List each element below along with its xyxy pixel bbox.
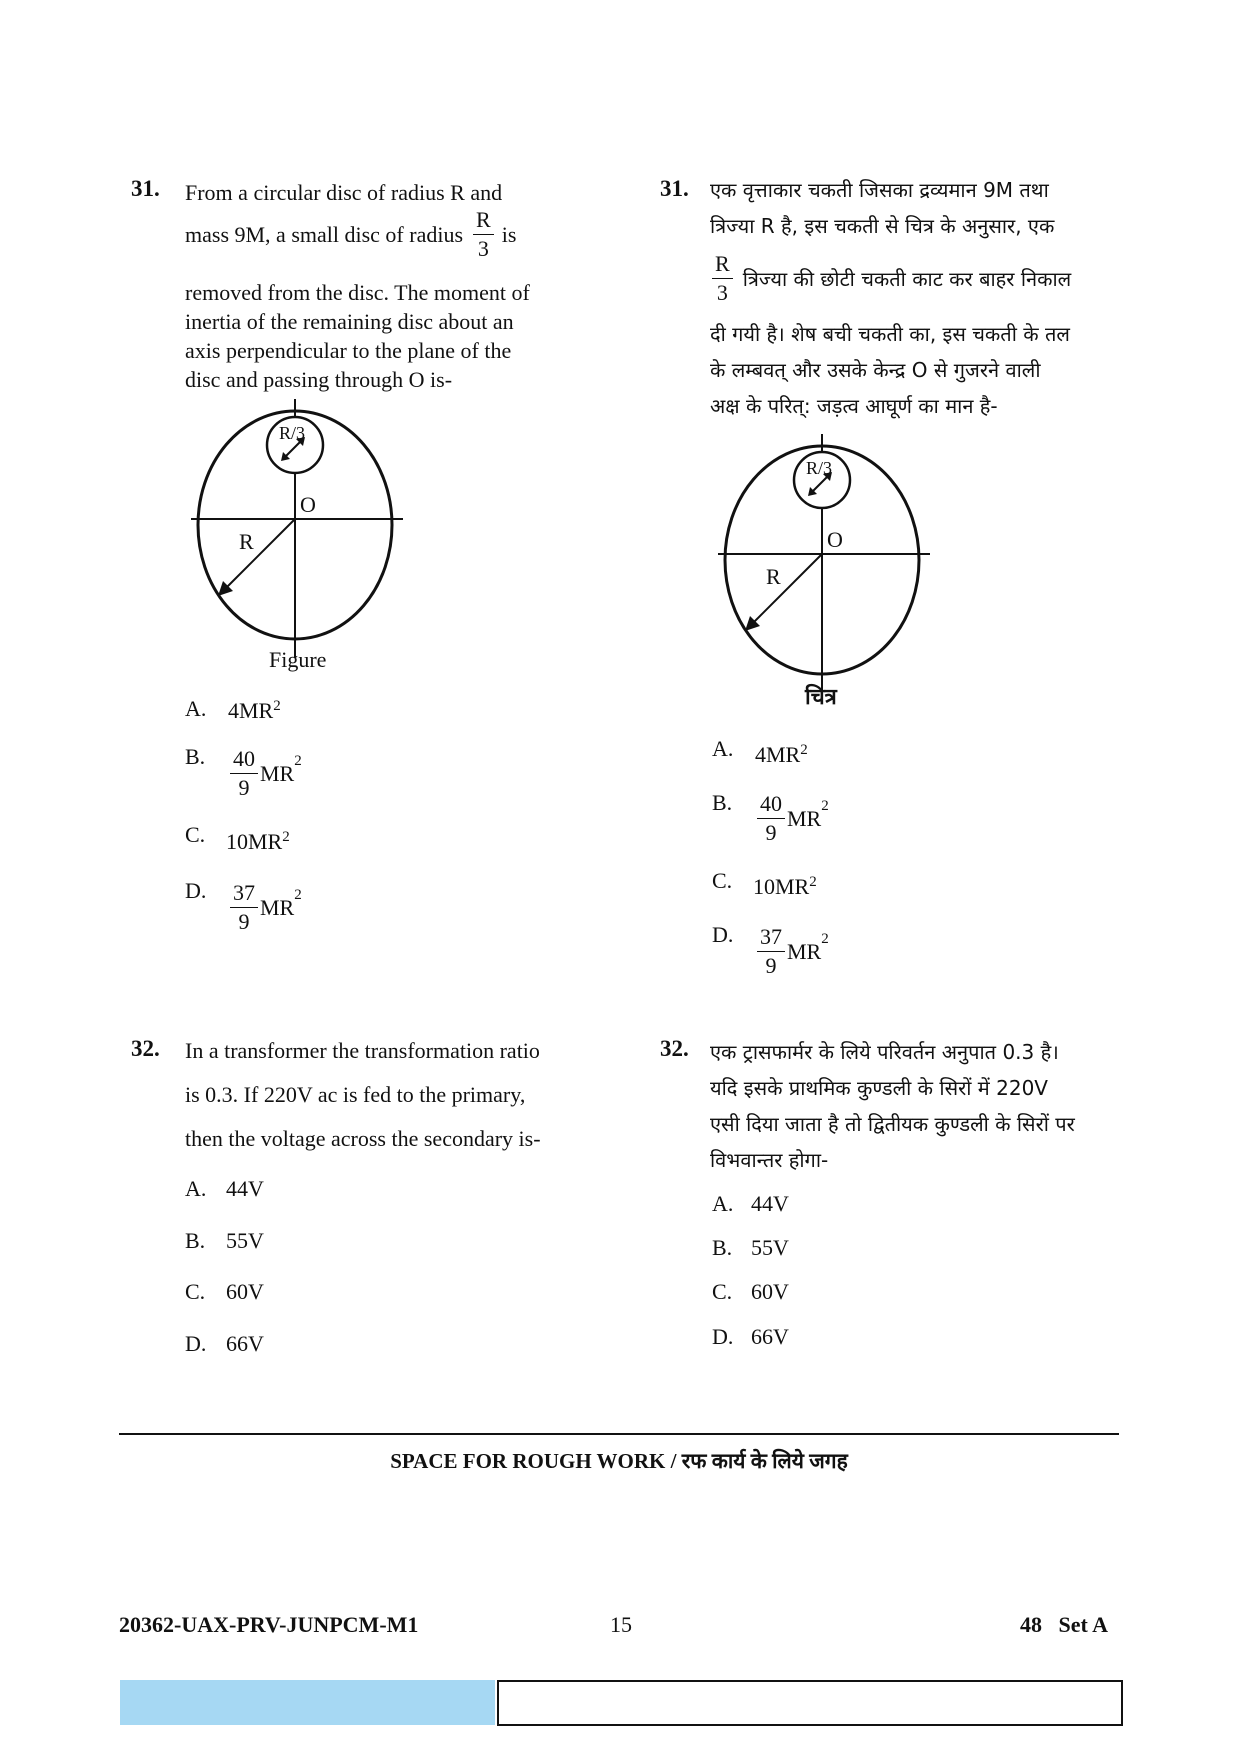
question-text-line: यदि इसके प्राथमिक कुण्डली के सिरों में 220V xyxy=(710,1076,1048,1100)
question-number: 31. xyxy=(660,176,689,201)
option-b-value: 55V xyxy=(751,1235,789,1260)
paper-code: 20362-UAX-PRV-JUNPCM-M1 xyxy=(119,1612,419,1637)
fraction-numerator: 40 xyxy=(757,793,785,819)
option-letter: C. xyxy=(185,1279,206,1304)
option-letter: A. xyxy=(712,736,734,761)
center-label: O xyxy=(827,527,843,552)
question-text-line: एक ट्रासफार्मर के लिये परिवर्तन अनुपात 0.3 है। xyxy=(710,1040,1059,1064)
fraction-numerator: R xyxy=(473,209,494,235)
mr-symbol: MR xyxy=(766,742,801,767)
question-text: त्रिज्या की छोटी चकती काट कर बाहर निकाल xyxy=(742,266,1072,291)
question-text-line xyxy=(710,253,1071,304)
fraction-numerator: 37 xyxy=(757,926,785,952)
option-letter: B. xyxy=(712,1235,733,1260)
option-letter: C. xyxy=(185,822,206,847)
fraction xyxy=(473,209,494,260)
exponent: 2 xyxy=(821,798,829,814)
option-b-value: 55V xyxy=(226,1228,264,1253)
question-text-line: From a circular disc of radius R and xyxy=(185,180,503,205)
footer-empty-box xyxy=(497,1680,1123,1726)
option-letter: B. xyxy=(712,790,733,815)
option-letter: A. xyxy=(185,696,207,721)
disc-figure xyxy=(185,395,415,675)
option-c-value xyxy=(226,829,290,855)
option-b-value xyxy=(755,793,829,844)
question-text-line: is 0.3. If 220V ac is fed to the primary, xyxy=(185,1082,526,1107)
mr-symbol: MR xyxy=(787,938,822,964)
small-disc-label: R/3 xyxy=(279,423,306,443)
mr-symbol: MR xyxy=(260,894,295,920)
exponent: 2 xyxy=(809,873,817,890)
question-text-line: inertia of the remaining disc about an xyxy=(185,309,514,334)
small-disc-label: R/3 xyxy=(806,458,833,478)
fraction-denominator: 3 xyxy=(716,280,728,305)
question-number: 31. xyxy=(131,176,160,201)
fraction xyxy=(712,253,733,304)
question-text-line: removed from the disc. The moment of xyxy=(185,280,530,305)
rough-work-heading: SPACE FOR ROUGH WORK / रफ कार्य के लिये जगह xyxy=(390,1449,848,1473)
figure-caption: Figure xyxy=(269,647,327,672)
option-d-value xyxy=(755,926,829,977)
exponent: 2 xyxy=(273,697,281,714)
coefficient: 10 xyxy=(226,829,248,854)
exponent: 2 xyxy=(821,931,829,947)
question-text-line: axis perpendicular to the plane of the xyxy=(185,338,512,363)
footer-color-bar xyxy=(120,1680,495,1725)
option-a-value: 44V xyxy=(226,1176,264,1201)
mr-symbol: MR xyxy=(260,760,295,786)
coefficient: 10 xyxy=(753,874,775,899)
option-letter: D. xyxy=(712,922,734,947)
fraction xyxy=(757,793,785,844)
figure-caption: चित्र xyxy=(805,685,837,710)
fraction-numerator: 40 xyxy=(230,748,258,774)
page-number: 15 xyxy=(610,1612,632,1637)
mr-symbol: MR xyxy=(239,698,274,723)
question-text: is xyxy=(501,222,517,247)
option-letter: D. xyxy=(712,1324,734,1349)
option-letter: C. xyxy=(712,1279,733,1304)
fraction-denominator: 9 xyxy=(238,909,250,934)
fraction xyxy=(757,926,785,977)
question-text: mass 9M, a small disc of radius xyxy=(185,222,464,247)
exponent: 2 xyxy=(800,741,808,758)
radius-label: R xyxy=(239,529,254,554)
radius-label: R xyxy=(766,564,781,589)
option-letter: B. xyxy=(185,744,206,769)
exponent: 2 xyxy=(282,828,290,845)
radius-arrow xyxy=(752,554,822,624)
option-letter: A. xyxy=(712,1191,734,1216)
question-text-line: के लम्बवत् और उसके केन्द्र O से गुजरने वाली xyxy=(710,358,1041,382)
question-text-line: अक्ष के परित्: जड़त्व आघूर्ण का मान है- xyxy=(710,394,998,418)
mr-symbol: MR xyxy=(775,874,810,899)
fraction xyxy=(230,748,258,799)
disc-figure xyxy=(712,430,942,710)
option-c-value xyxy=(753,874,817,900)
option-letter: D. xyxy=(185,878,207,903)
exponent: 2 xyxy=(294,753,302,769)
option-d-value: 66V xyxy=(226,1331,264,1356)
option-a-value xyxy=(228,698,281,724)
fraction-numerator: 37 xyxy=(230,882,258,908)
option-letter: B. xyxy=(185,1228,206,1253)
mr-symbol: MR xyxy=(248,829,283,854)
set-label: 48 Set A xyxy=(1020,1612,1108,1637)
center-label: O xyxy=(300,492,316,517)
question-text-line: त्रिज्या R है, इस चकती से चित्र के अनुसार, एक xyxy=(710,214,1055,238)
question-text-line xyxy=(185,209,516,260)
fraction xyxy=(230,882,258,933)
question-text-line: then the voltage across the secondary is- xyxy=(185,1126,541,1151)
question-number: 32. xyxy=(660,1036,689,1061)
coefficient: 4 xyxy=(228,698,239,723)
fraction-denominator: 9 xyxy=(765,953,777,978)
option-a-value xyxy=(755,742,808,768)
question-text-line: In a transformer the transformation ratio xyxy=(185,1038,540,1063)
question-text-line: विभवान्तर होगा- xyxy=(710,1148,829,1172)
option-letter: A. xyxy=(185,1176,207,1201)
option-c-value: 60V xyxy=(751,1279,789,1304)
rough-work-divider xyxy=(119,1433,1119,1435)
question-text-line: एसी दिया जाता है तो द्वितीयक कुण्डली के सिरों पर xyxy=(710,1112,1075,1136)
fraction-denominator: 9 xyxy=(765,820,777,845)
option-a-value: 44V xyxy=(751,1191,789,1216)
question-text-line: एक वृत्ताकार चकती जिसका द्रव्यमान 9M तथा xyxy=(710,178,1049,202)
option-d-value: 66V xyxy=(751,1324,789,1349)
coefficient: 4 xyxy=(755,742,766,767)
option-c-value: 60V xyxy=(226,1279,264,1304)
question-number: 32. xyxy=(131,1036,160,1061)
exponent: 2 xyxy=(294,887,302,903)
fraction-numerator: R xyxy=(712,253,733,279)
question-text-line: disc and passing through O is- xyxy=(185,367,453,392)
fraction-denominator: 9 xyxy=(238,775,250,800)
option-b-value xyxy=(228,748,302,799)
fraction-denominator: 3 xyxy=(477,236,489,261)
radius-arrow xyxy=(225,519,295,589)
option-letter: D. xyxy=(185,1331,207,1356)
question-text-line: दी गयी है। शेष बची चकती का, इस चकती के तल xyxy=(710,322,1070,346)
option-d-value xyxy=(228,882,302,933)
mr-symbol: MR xyxy=(787,805,822,831)
option-letter: C. xyxy=(712,868,733,893)
